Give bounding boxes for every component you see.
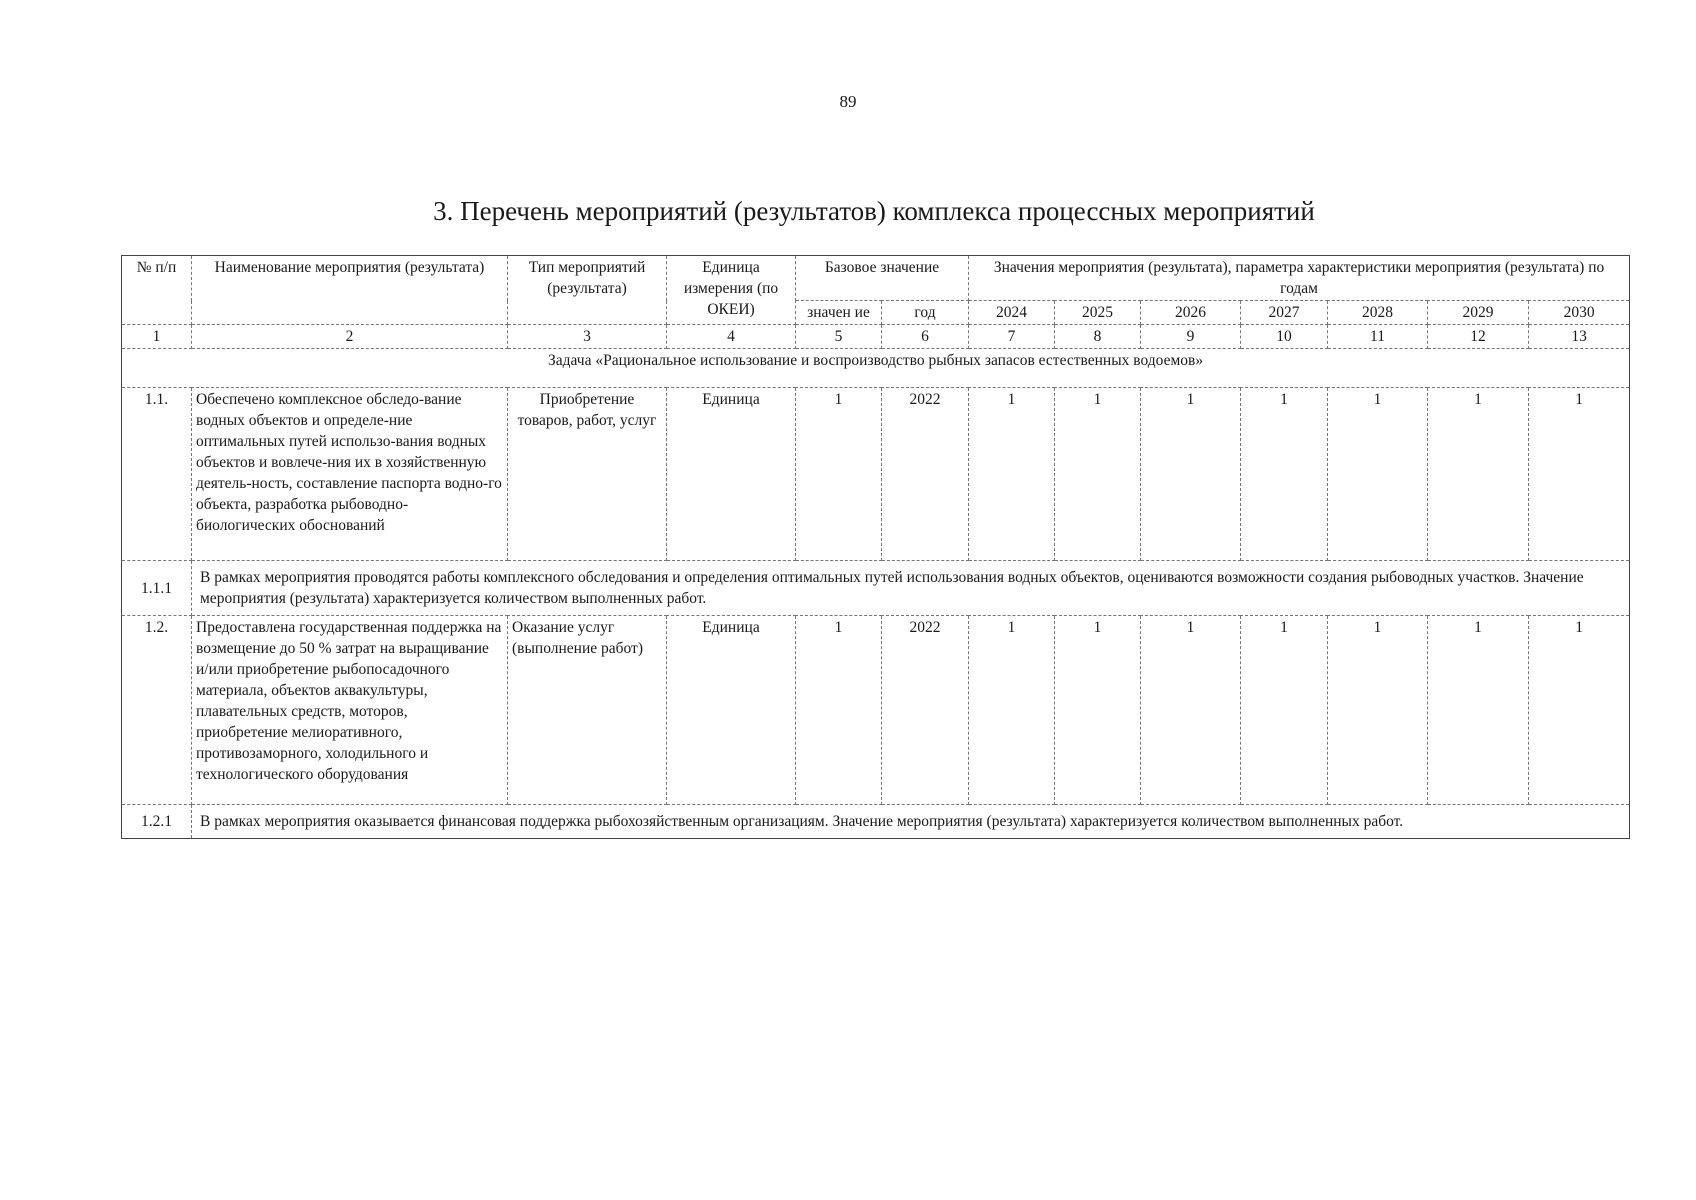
task-title: Задача «Рациональное использование и воспроизводство рыбных запасов естественных водоемов» xyxy=(122,349,1630,388)
header-base-year: год xyxy=(882,301,969,325)
row-unit: Единица xyxy=(667,388,796,561)
header-year: 2024 xyxy=(969,301,1055,325)
task-row xyxy=(122,349,1630,388)
header-row xyxy=(122,256,1630,301)
document-title: 3. Перечень мероприятий (результатов) комплекса процессных мероприятий xyxy=(433,196,1315,226)
header-name: Наименование мероприятия (результата) xyxy=(192,256,508,325)
header-base-value: значен ие xyxy=(796,301,882,325)
column-number: 7 xyxy=(969,325,1055,349)
row-year-value: 1 xyxy=(969,388,1055,561)
column-number: 5 xyxy=(796,325,882,349)
row-year-value: 1 xyxy=(1241,388,1328,561)
page-number: 89 xyxy=(839,92,857,111)
table-row xyxy=(122,616,1630,805)
column-number: 11 xyxy=(1328,325,1428,349)
header-type: Тип мероприятий (результата) xyxy=(508,256,667,325)
description-text: В рамках мероприятия проводятся работы комплексного обследования и определения оптимальных путей использования водных объектов, оцениваются возможности создания рыбоводных участков. Значение мероприятия (результата) характеризуется количеством выполненных работ. xyxy=(192,561,1630,616)
header-base: Базовое значение xyxy=(796,256,969,301)
row-year-value: 1 xyxy=(1055,388,1141,561)
row-base-year: 2022 xyxy=(882,388,969,561)
column-number: 8 xyxy=(1055,325,1141,349)
row-year-value: 1 xyxy=(1529,388,1630,561)
row-num: 1.1. xyxy=(122,388,192,561)
column-number: 13 xyxy=(1529,325,1630,349)
row-year-value: 1 xyxy=(1241,616,1328,805)
header-year: 2030 xyxy=(1529,301,1630,325)
description-row xyxy=(122,805,1630,839)
column-number: 10 xyxy=(1241,325,1328,349)
header-year: 2026 xyxy=(1141,301,1241,325)
row-num: 1.2. xyxy=(122,616,192,805)
column-number: 4 xyxy=(667,325,796,349)
description-row xyxy=(122,561,1630,616)
column-number: 3 xyxy=(508,325,667,349)
row-name: Предоставлена государственная поддержка на возмещение до 50 % затрат на выращивание и/или приобретение рыбопосадочного материала, объектов аквакультуры, плавательных средств, моторов, приобретение мелиоративного, противозаморного, холодильного и технологического оборудования xyxy=(192,616,508,805)
row-year-value: 1 xyxy=(1055,616,1141,805)
row-year-value: 1 xyxy=(1141,388,1241,561)
column-number-row xyxy=(122,325,1630,349)
header-year: 2028 xyxy=(1328,301,1428,325)
description-text: В рамках мероприятия оказывается финансовая поддержка рыбохозяйственным организациям. Значение мероприятия (результата) характеризуется количеством выполненных работ. xyxy=(192,805,1630,839)
table-row xyxy=(122,388,1630,561)
header-year: 2027 xyxy=(1241,301,1328,325)
column-number: 9 xyxy=(1141,325,1241,349)
row-type: Оказание услуг (выполнение работ) xyxy=(508,616,667,805)
header-unit: Единица измерения (по ОКЕИ) xyxy=(667,256,796,325)
row-unit: Единица xyxy=(667,616,796,805)
row-year-value: 1 xyxy=(1428,388,1529,561)
column-number: 6 xyxy=(882,325,969,349)
row-name: Обеспечено комплексное обследо-вание водных объектов и определе-ние оптимальных путей использо-вания водных объектов и вовлече-ния их в хозяйственную деятель-ность, составление паспорта водно-го объекта, разработка рыбоводно-биологических обоснований xyxy=(192,388,508,561)
row-year-value: 1 xyxy=(1328,388,1428,561)
description-num: 1.2.1 xyxy=(122,805,192,839)
header-years-group: Значения мероприятия (результата), параметра характеристики мероприятия (результата) по годам xyxy=(969,256,1630,301)
column-number: 1 xyxy=(122,325,192,349)
row-base-value: 1 xyxy=(796,616,882,805)
row-base-year: 2022 xyxy=(882,616,969,805)
row-year-value: 1 xyxy=(1529,616,1630,805)
measures-table xyxy=(121,255,1630,839)
row-year-value: 1 xyxy=(1328,616,1428,805)
row-year-value: 1 xyxy=(1141,616,1241,805)
header-num: № п/п xyxy=(122,256,192,325)
description-num: 1.1.1 xyxy=(122,561,192,616)
row-year-value: 1 xyxy=(1428,616,1529,805)
row-year-value: 1 xyxy=(969,616,1055,805)
column-number: 12 xyxy=(1428,325,1529,349)
column-number: 2 xyxy=(192,325,508,349)
row-base-value: 1 xyxy=(796,388,882,561)
header-year: 2029 xyxy=(1428,301,1529,325)
row-type: Приобретение товаров, работ, услуг xyxy=(508,388,667,561)
header-year: 2025 xyxy=(1055,301,1141,325)
